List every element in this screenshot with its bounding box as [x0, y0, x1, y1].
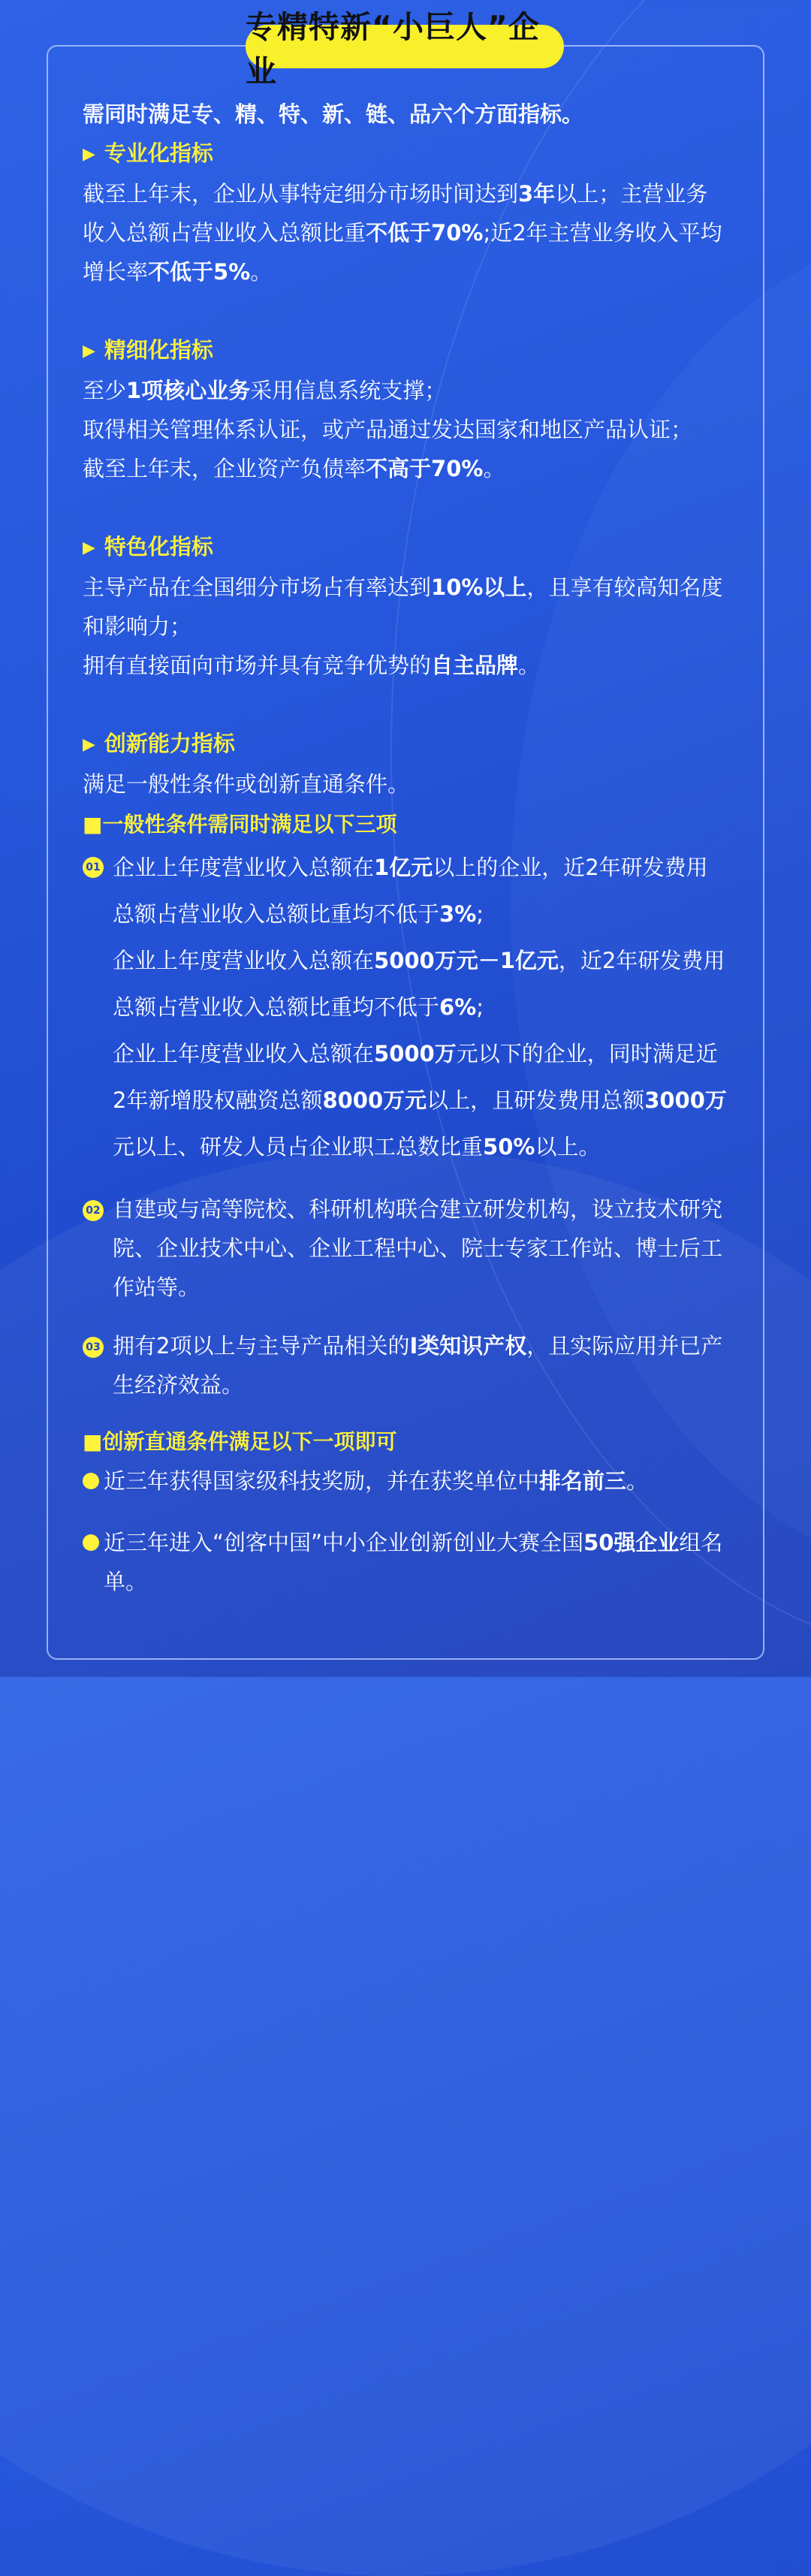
text-segment: 取得相关管理体系认证，或产品通过发达国家和地区产品认证； [83, 417, 693, 442]
condition-paragraph [113, 844, 728, 937]
play-triangle-icon: ▶ [83, 342, 95, 360]
text-segment: 以上，且研发费用总额 [427, 1087, 645, 1113]
direct-conditions-list [83, 1461, 728, 1601]
emphasis-text: 3% [439, 901, 477, 927]
text-segment: 拥有2项以上与主导产品相关的 [113, 1333, 410, 1359]
general-condition-item [83, 1190, 728, 1307]
text-segment: ，近2年研发费用总额占营业收入总额比重均不低于 [113, 948, 725, 1020]
text-segment: 元以下的企业，同时满足近2年新增股权融资总额 [113, 1041, 718, 1113]
text-segment: 企业上年度营业收入总额在 [113, 855, 375, 880]
play-triangle-icon: ▶ [83, 538, 95, 557]
condition-paragraph [113, 1030, 728, 1170]
text-segment: 。 [250, 259, 273, 285]
emphasis-text: 5000万 [374, 1041, 457, 1066]
text-segment: 以上；主营业务收入总额占营业收入总额比重 [83, 181, 708, 246]
item-gap [83, 1170, 728, 1190]
section-heading-label: 创新能力指标 [104, 731, 235, 756]
item-gap [83, 1307, 728, 1326]
general-conditions-list [83, 844, 728, 1404]
number-badge-icon: 01 [83, 857, 104, 878]
text-segment: ;近2年主营业务收入平均增长率 [83, 220, 722, 285]
emphasis-text: Ⅰ类知识产权 [409, 1333, 527, 1359]
text-segment: 采用信息系统支撑； [250, 378, 447, 403]
item-gap [83, 1501, 728, 1523]
text-segment: 截至上年末，企业资产负债率 [83, 456, 366, 481]
section-paragraph [83, 646, 728, 685]
section-paragraph [83, 449, 728, 488]
text-segment: 近三年进入“创客中国”中小企业创新创业大赛全国 [104, 1530, 584, 1555]
text-segment: ，且实际应用并已产生经济效益。 [113, 1333, 723, 1398]
text-segment: ，且享有较高知名度和影响力； [83, 575, 723, 639]
emphasis-text: 排名前三 [539, 1468, 627, 1494]
section-heading [83, 527, 728, 568]
text-segment: 企业上年度营业收入总额在 [113, 1041, 375, 1066]
section-paragraph [83, 174, 728, 291]
section-paragraph [83, 410, 728, 449]
condition-paragraph [113, 937, 728, 1030]
emphasis-text: 3000万 [644, 1087, 727, 1113]
section-paragraph [83, 765, 728, 804]
text-segment: 企业上年度营业收入总额在 [113, 948, 375, 973]
text-segment: 。 [626, 1468, 649, 1494]
emphasis-text: 5000万元－1亿元 [374, 948, 559, 973]
section-gap [83, 488, 728, 527]
content-body [83, 95, 728, 1601]
general-condition-item [83, 844, 728, 1170]
emphasis-text: 10%以上 [431, 575, 527, 600]
direct-conditions-heading: ■创新直通条件满足以下一项即可 [83, 1429, 397, 1454]
indicator-sections [83, 134, 728, 804]
text-segment: ; [476, 901, 484, 927]
section-heading-label: 专业化指标 [104, 140, 213, 166]
text-segment: 至少 [83, 378, 127, 403]
text-segment: 以上的企业，近2年研发费用总额占营业收入总额比重均不低于 [113, 855, 708, 927]
emphasis-text: 不高于70% [366, 456, 484, 481]
text-segment: 截至上年末，企业从事特定细分市场时间达到 [83, 181, 519, 207]
direct-condition-item [83, 1523, 728, 1601]
emphasis-text: 6% [439, 994, 477, 1020]
text-segment: 元以上、研发人员占企业职工总数比重 [113, 1134, 484, 1160]
intro-text: 需同时满足专、精、特、新、链、品六个方面指标。 [83, 101, 584, 127]
emphasis-text: 50强企业 [583, 1530, 680, 1555]
condition-paragraph [104, 1461, 728, 1501]
condition-paragraph [104, 1523, 728, 1601]
emphasis-text: 不低于70% [366, 220, 484, 246]
section-gap [83, 291, 728, 330]
emphasis-text: 50% [483, 1134, 535, 1160]
section-paragraph [83, 371, 728, 410]
page-title: 专精特新“小巨人”企业 [246, 25, 564, 68]
bullet-dot-icon [83, 1473, 99, 1489]
play-triangle-icon: ▶ [83, 145, 95, 164]
condition-paragraph [113, 1326, 728, 1404]
section-gap [83, 685, 728, 724]
section-heading [83, 724, 728, 765]
section-heading [83, 330, 728, 371]
general-condition-item [83, 1326, 728, 1404]
text-segment: ; [476, 994, 484, 1020]
bullet-dot-icon [83, 1534, 99, 1551]
section-paragraph [83, 568, 728, 646]
section-heading-label: 精细化指标 [104, 337, 213, 363]
text-segment: 自建或与高等院校、科研机构联合建立研发机构，设立技术研究院、企业技术中心、企业工程中心、院士专家工作站、博士后工作站等。 [113, 1196, 723, 1300]
condition-paragraph [113, 1190, 728, 1307]
direct-condition-item [83, 1461, 728, 1501]
emphasis-text: 不低于5% [148, 259, 251, 285]
emphasis-text: 1亿元 [374, 855, 433, 880]
text-segment: 。 [483, 456, 505, 481]
text-segment: 以上。 [535, 1134, 601, 1160]
play-triangle-icon: ▶ [83, 735, 95, 754]
emphasis-text: 1项核心业务 [126, 378, 251, 403]
number-badge-icon: 03 [83, 1337, 104, 1358]
emphasis-text: 8000万元 [322, 1087, 427, 1113]
number-badge-icon: 02 [83, 1200, 104, 1221]
section-heading-label: 特色化指标 [104, 534, 213, 560]
text-segment: 组名单。 [104, 1530, 723, 1594]
general-conditions-heading: ■一般性条件需同时满足以下三项 [83, 812, 397, 837]
text-segment: 主导产品在全国细分市场占有率达到 [83, 575, 432, 600]
section-heading [83, 134, 728, 174]
text-segment: 。 [518, 653, 541, 678]
emphasis-text: 自主品牌 [431, 653, 519, 678]
text-segment: 近三年获得国家级科技奖励，并在获奖单位中 [104, 1468, 540, 1494]
text-segment: 满足一般性条件或创新直通条件。 [83, 771, 410, 797]
emphasis-text: 3年 [518, 181, 556, 207]
text-segment: 拥有直接面向市场并具有竞争优势的 [83, 653, 432, 678]
